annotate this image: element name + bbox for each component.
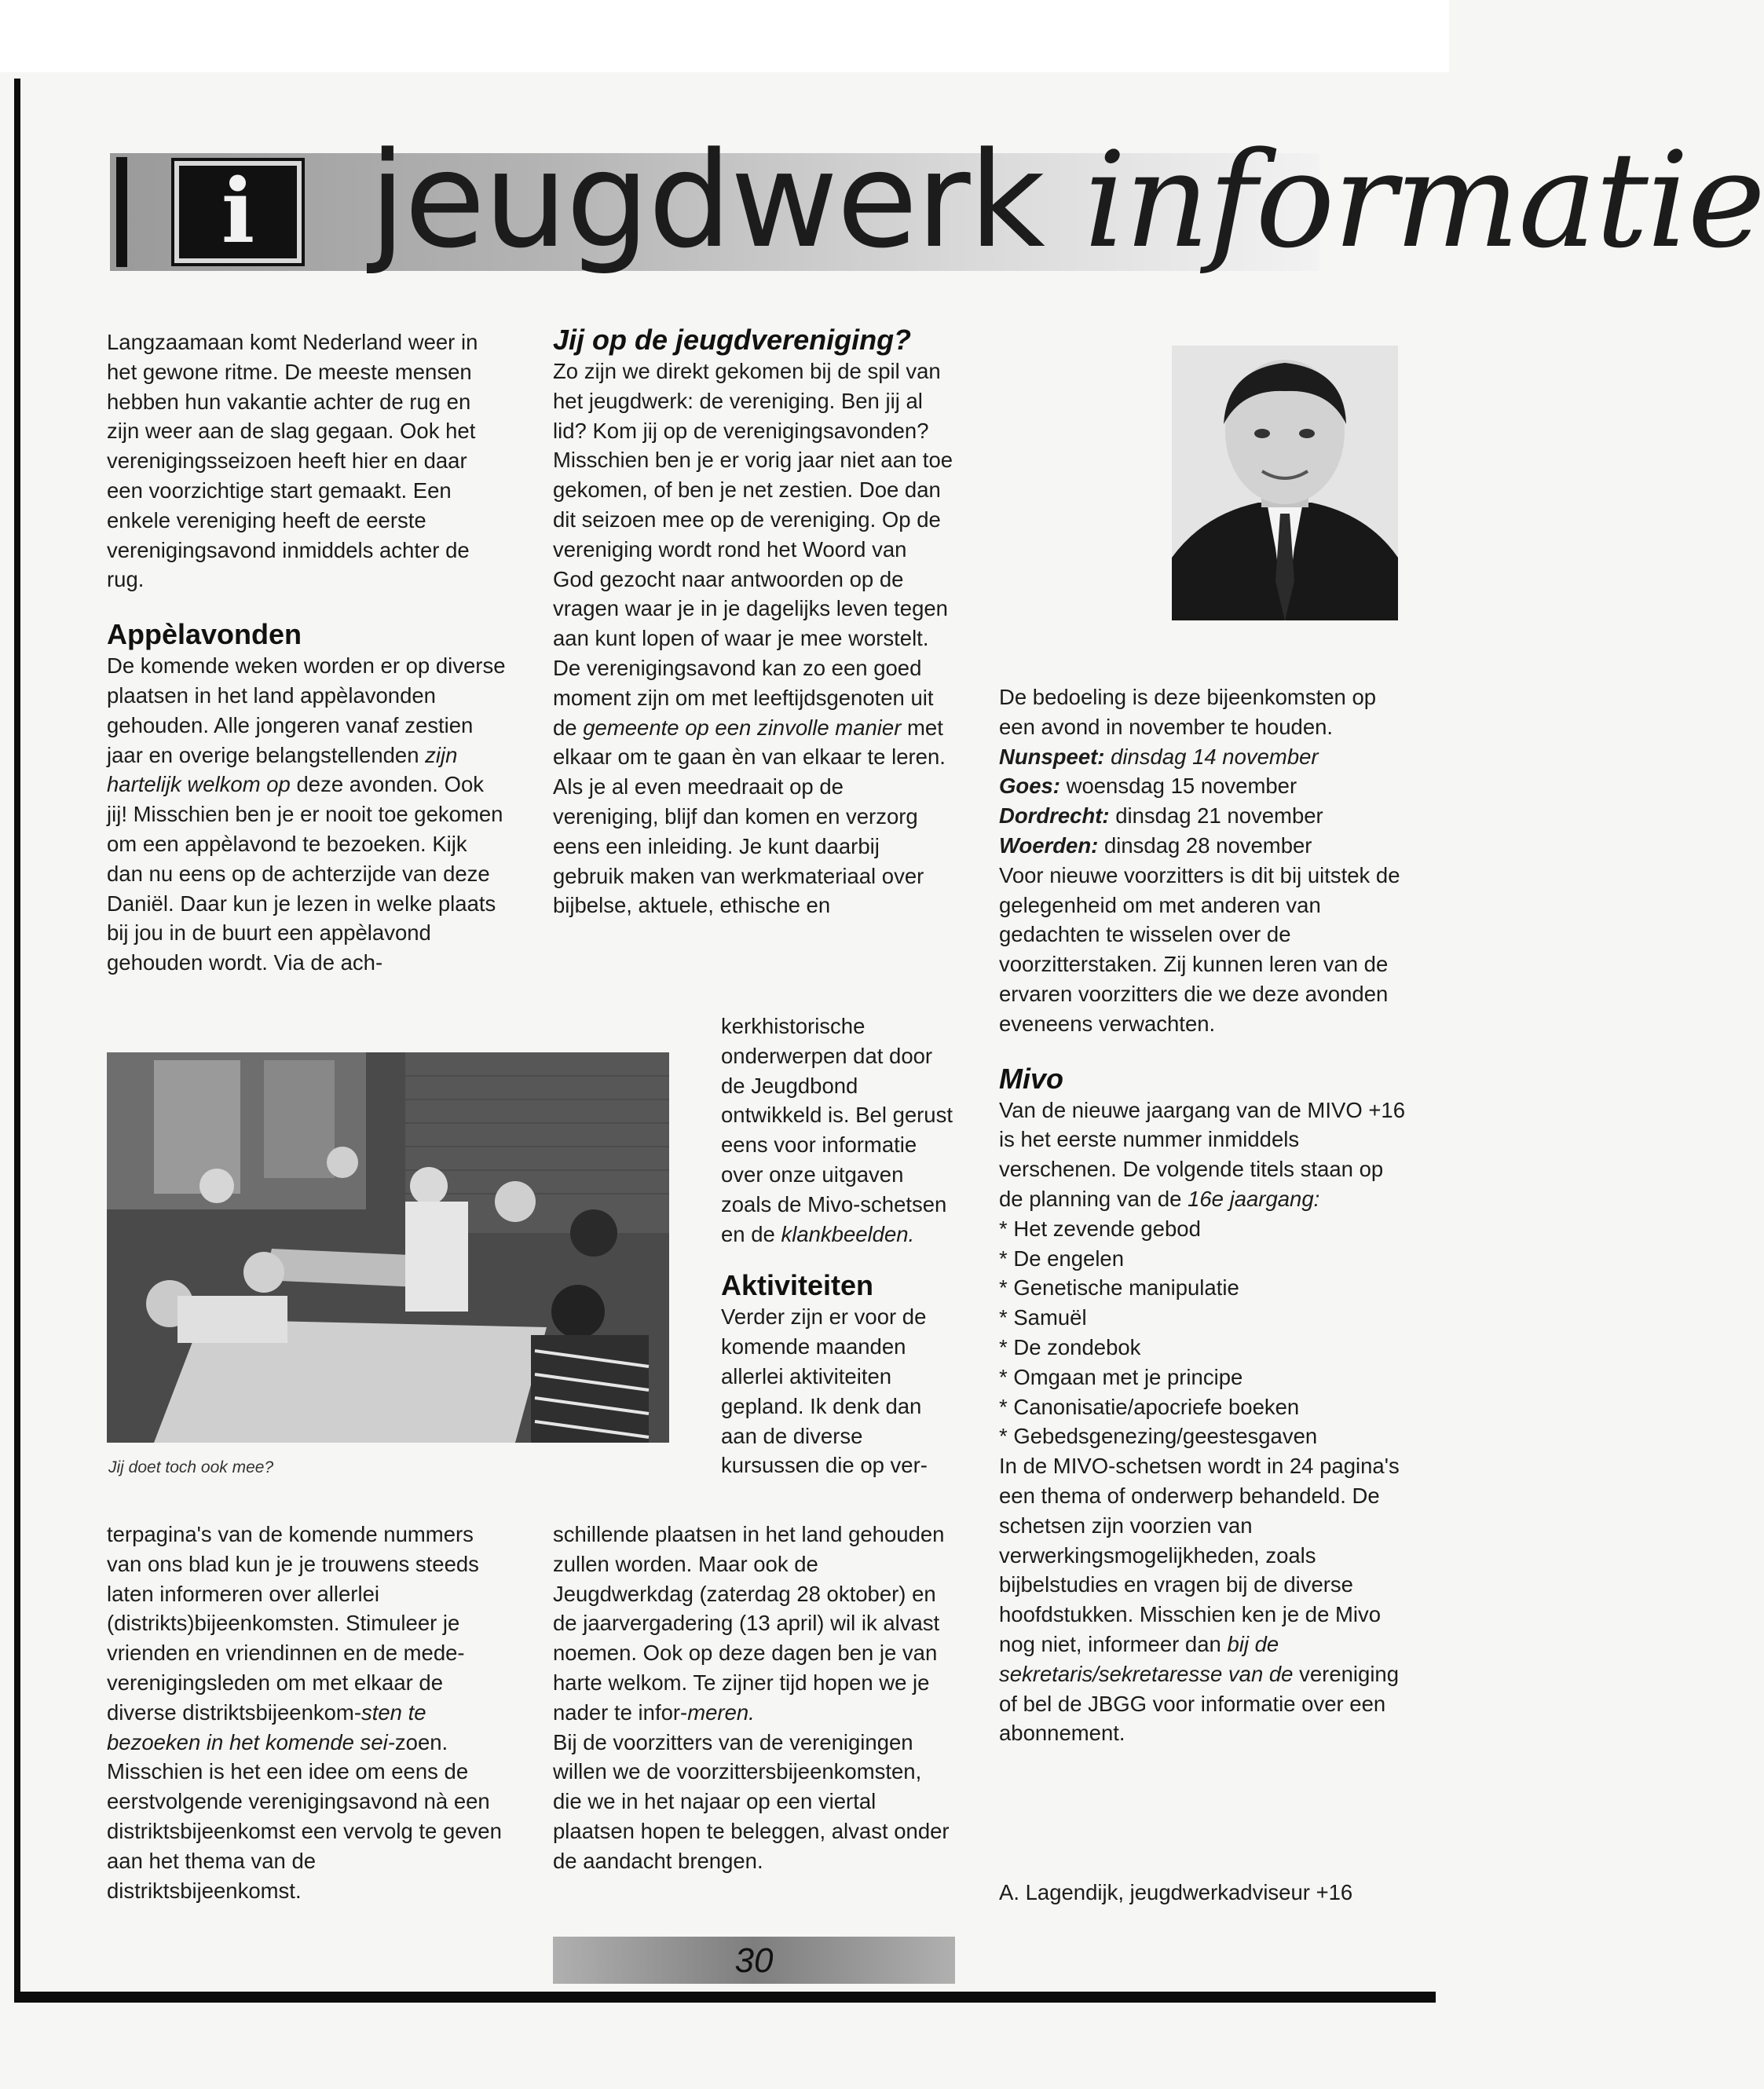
voorzitters-info-paragraph: Voor nieuwe voorzitters is dit bij uitstek de gelegenheid om met anderen van gedachten te wisselen over de voorzitterstaken. Zij kunnen leren van de ervaren voorzitters die we deze avonden eveneens verwachten. <box>999 862 1400 1036</box>
aktiviteiten-paragraph: Verder zijn er voor de komende maanden allerlei aktiviteiten gepland. Ik denk dan aan de diverse kursussen die op ver- <box>721 1304 928 1478</box>
bedoeling-paragraph: De bedoeling is deze bijeenkomsten op een avond in november te houden. <box>999 685 1377 739</box>
klankbeelden-text: klankbeelden. <box>781 1221 915 1246</box>
heading-appelavonden: Appèlavonden <box>107 618 302 651</box>
mivo-schetsen-paragraph <box>999 1451 1407 1748</box>
werkmateriaal-paragraph: Als je al even meedraait op de vereniging, blijf dan komen en verzorg eens een inleiding. Je kunt daarbij gebruik maken van werkmateriaal over bijbelse, aktuele, ethische en <box>553 774 924 918</box>
mivo-schetsen-text-b: bij de sekretaris/sekretaresse van de <box>999 1631 1294 1686</box>
date-value: woensdag 15 november <box>1059 774 1297 799</box>
date-value: dinsdag 14 november <box>1104 744 1319 769</box>
mivo-paragraph <box>999 1096 1407 1214</box>
appelavonden-text-b: zijn hartelijk welkom op <box>107 742 458 797</box>
distrikts-paragraph <box>107 1520 507 1905</box>
distrikts-text-b: sten te bezoeken in het komende sei- <box>107 1699 426 1754</box>
list-item: * Genetische manipulatie <box>999 1275 1239 1301</box>
column-2-bottom <box>553 1520 953 1876</box>
column-1-top <box>107 327 507 978</box>
vereniging-paragraph <box>553 357 953 772</box>
column-1-bottom <box>107 1520 507 1905</box>
date-item <box>999 801 1407 831</box>
page-top-margin <box>0 0 1449 72</box>
list-item: * Omgaan met je principe <box>999 1364 1243 1389</box>
date-value: dinsdag 28 november <box>1098 832 1312 858</box>
distrikts-text-c: zoen. Misschien is het een idee om eens de eerstvolgende verenigingsavond nà een distriktsbijeenkomst een vervolg te geven aan het thema van de distriktsbijeenkomst. <box>107 1729 502 1903</box>
list-item: * Gebedsgenezing/geestesgaven <box>999 1424 1318 1449</box>
date-list <box>999 742 1407 861</box>
list-item: * Canonisatie/apocriefe boeken <box>999 1394 1300 1419</box>
mivo-schetsen-text-a: In de MIVO-schetsen wordt in 24 pagina's een thema of onderwerp behandeld. De schetsen zijn voorzien van verwerkingsmogelijkheden, zoals bijbelstudies en vragen bij de diverse hoofdstukken. Misschien ken je de Mivo nog niet, informeer dan <box>999 1454 1400 1656</box>
column-2-top <box>553 324 953 920</box>
appelavonden-paragraph <box>107 651 507 978</box>
signature: A. Lagendijk, jeugdwerkadviseur +16 <box>999 1880 1353 1904</box>
heading-mivo: Mivo <box>999 1062 1064 1095</box>
group-photo <box>107 1052 669 1443</box>
column-2-narrow <box>721 1012 957 1480</box>
heading-jij-op-de-jeugdvereniging: Jij op de jeugdvereniging? <box>553 324 912 356</box>
group-photo-illustration <box>107 1052 669 1443</box>
portrait-illustration <box>1172 346 1398 620</box>
portrait-photo <box>1172 346 1398 620</box>
heading-aktiviteiten: Aktiviteiten <box>721 1269 874 1302</box>
photo-caption: Jij doet toch ook mee? <box>108 1458 274 1476</box>
date-item <box>999 771 1407 801</box>
page-number: 30 <box>734 1941 774 1980</box>
voorzitters-paragraph: Bij de voorzitters van de verenigingen willen we de voorzittersbijeenkomsten, die we in het najaar op een viertal plaatsen hopen te beleggen, alvast onder de aandacht brengen. <box>553 1729 950 1873</box>
info-icon <box>174 161 302 263</box>
list-item: * De zondebok <box>999 1334 1141 1359</box>
intro-paragraph: Langzaamaan komt Nederland weer in het gewone ritme. De meeste mensen hebben hun vakantie achter de rug en zijn weer aan de slag gegaan. Ook het verenigingsseizoen heeft hier en daar een voorzichtige start gemaakt. Een enkele vereniging heeft de eerste verenigingsavond inmiddels achter de rug. <box>107 330 478 592</box>
appelavonden-text-a: De komende weken worden er op diverse plaatsen in het land appèlavonden gehouden. Alle jongeren vanaf zestien jaar en overige belangstellenden <box>107 653 506 767</box>
header-accent-bar <box>116 157 127 267</box>
vereniging-text-b: gemeente op een zinvolle manier <box>583 715 902 740</box>
vereniging-text-a: Zo zijn we direkt gekomen bij de spil van het jeugdwerk: de vereniging. Ben jij al lid? Kom jij op de verenigingsavonden? Misschien ben je er vorig jaar niet aan toe gekomen, of ben je net zestien. Doe dan dit seizoen mee op de vereniging. Op de vereniging wordt rond het Woord van God gezocht naar antwoorden op de vragen waar je in je dagelijks leven tegen aan kunt lopen of waar je mee worstelt. De verenigingsavond kan zo een goed moment zijn om met leeftijdsgenoten uit de <box>553 359 953 740</box>
date-place: Woerden: <box>999 832 1099 858</box>
signature-block <box>999 1878 1407 1908</box>
distrikts-text-a: terpagina's van de komende nummers van ons blad kun je je trouwens steeds laten informeren over allerlei (distrikts)bijeenkomsten. Stimuleer je vrienden en vriendinnen en de mede-verenigingsleden om met elkaar de diverse distriktsbijeenkom- <box>107 1522 479 1725</box>
mivo-schetsen-text-c: vereniging of bel de JBGG voor informatie over een abonnement. <box>999 1661 1400 1746</box>
kerkhistorische-text: kerkhistorische onderwerpen dat door de Jeugdbond ontwikkeld is. Bel gerust eens voor informatie over onze uitgaven zoals de Mivo-schetsen en de <box>721 1014 953 1246</box>
title-informatie: informatie <box>1084 123 1764 277</box>
page-border-left <box>14 79 20 2003</box>
date-item <box>999 831 1407 861</box>
mivo-text: Van de nieuwe jaargang van de MIVO +16 is het eerste nummer inmiddels verschenen. De volgende titels staan op de planning van de <box>999 1097 1405 1211</box>
page-title <box>369 122 1764 279</box>
date-place: Dordrecht: <box>999 803 1110 829</box>
list-item: * De engelen <box>999 1246 1125 1271</box>
list-item: * Het zevende gebod <box>999 1216 1201 1241</box>
column-3 <box>999 682 1407 1748</box>
aktiviteiten-text: schillende plaatsen in het land gehouden zullen worden. Maar ook de Jeugdwerkdag (zaterdag 28 oktober) en de jaarvergadering (13 april) wil ik alvast noemen. Ook op deze dagen ben je van harte welkom. Te zijner tijd hopen we je nader te infor- <box>553 1522 945 1725</box>
mivo-title-list <box>999 1214 1407 1451</box>
info-badge-letter: i <box>221 160 255 263</box>
list-item: * Samuël <box>999 1305 1087 1330</box>
page-border-bottom <box>14 1992 1436 2003</box>
kerkhistorische-paragraph <box>721 1012 957 1249</box>
appelavonden-text-c: deze avonden. Ook jij! Misschien ben je er nooit toe gekomen om een appèlavond te bezoeken. Kijk dan nu eens op de achterzijde van deze Daniël. Daar kun je lezen in welke plaats bij jou in de buurt een appèlavond gehouden wordt. Via de ach- <box>107 772 503 975</box>
mivo-text-italic: 16e jaargang: <box>1188 1186 1320 1211</box>
date-place: Goes: <box>999 774 1060 799</box>
aktiviteiten-text-italic: meren. <box>687 1699 755 1725</box>
title-jeugdwerk: jeugdwerk <box>369 123 1085 277</box>
date-place: Nunspeet: <box>999 744 1105 769</box>
date-item <box>999 742 1407 772</box>
aktiviteiten-continued <box>553 1520 953 1728</box>
date-value: dinsdag 21 november <box>1109 803 1323 829</box>
vereniging-text-c: met elkaar om te gaan èn van elkaar te leren. <box>553 715 946 770</box>
